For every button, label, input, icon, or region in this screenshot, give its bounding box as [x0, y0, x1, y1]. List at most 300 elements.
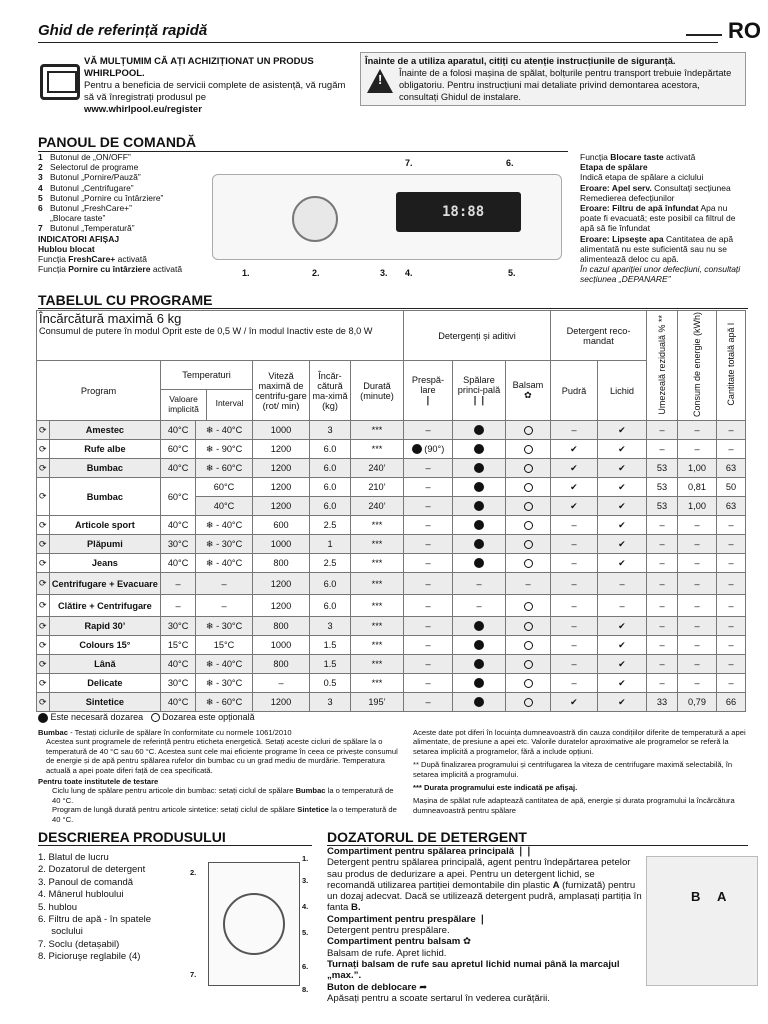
table-header-temp-default: Valoare implicită [161, 390, 207, 420]
indicators-title: INDICATORI AFIȘAJ [38, 233, 120, 244]
cell-main [453, 497, 506, 516]
panel-display [396, 192, 521, 232]
cell-liq: ✔ [598, 516, 647, 535]
control-item: 7 Butonul „Temperatură” [38, 223, 135, 234]
cell-pre: – [404, 693, 453, 712]
cell-int: ❄ - 60°C [196, 459, 253, 478]
cell-moi: – [647, 421, 678, 440]
cell-spd: – [253, 674, 310, 693]
empty-dot-icon [524, 521, 533, 530]
cell-main [453, 421, 506, 440]
cell-soft [506, 636, 551, 655]
temp-default: 60°C [161, 440, 196, 459]
cell-moi: 53 [647, 478, 678, 497]
machine-label-2: 2. [190, 868, 197, 877]
cell-moi: 33 [647, 693, 678, 712]
temp-default: 30°C [161, 535, 196, 554]
cell-load: 6.0 [310, 497, 351, 516]
cell-spd: 1000 [253, 636, 310, 655]
cell-load: 6.0 [310, 459, 351, 478]
cell-moi: – [647, 440, 678, 459]
cell-moi: 53 [647, 497, 678, 516]
cell-spd: 600 [253, 516, 310, 535]
empty-dot-icon [524, 602, 533, 611]
cell-main [453, 459, 506, 478]
dispenser-text: Compartiment pentru spălarea principală ❘❘ Detergent pentru spălarea principală, agent pentru îndepărtarea petelor sau produs de dedurizare a apei. Pentru un detergent lichid, se recomandă utilizarea partiției demontabile din plastic A (furnizată) pentru un dozaj adecvat. Dacă se utilizează detergent pudră, amplasați partiția în fanta B. Compartiment pentru prespălare ❘ Detergent pentru prespălare. Compartiment pentru balsam ✿ Balsam de rufe. Apret lichid. Turnați balsam de rufe sau apretul lichid numai până la marcajul „max.”. Buton de deblocare ➦ Apăsați pentru a scoate sertarul în vederea curățării. [327, 846, 642, 1004]
section-rule [38, 845, 312, 846]
cell-dur: *** [351, 655, 404, 674]
empty-dot-icon [524, 540, 533, 549]
indicator-delay: Funcția Pornire cu întârziere activată [38, 264, 183, 275]
table-header-temp: Temperaturi [161, 361, 252, 390]
cell-main [453, 617, 506, 636]
header-rule [38, 42, 718, 43]
filled-dot-icon [474, 482, 484, 492]
filled-dot-icon [474, 640, 484, 650]
cell-wat: – [717, 636, 746, 655]
section-title-description: DESCRIEREA PRODUSULUI [38, 829, 226, 845]
cell-soft [506, 595, 551, 617]
cell-wat: – [717, 535, 746, 554]
machine-label-7: 7. [190, 970, 197, 979]
program-icon: ⟳ [37, 421, 50, 440]
cell-pre: – [404, 478, 453, 497]
filled-dot-icon [474, 425, 484, 435]
cell-en: – [678, 554, 717, 573]
dispenser-drawer-illustration [646, 856, 758, 986]
cell-liq: ✔ [598, 617, 647, 636]
cell-pre: – [404, 516, 453, 535]
cell-wat: 63 [717, 459, 746, 478]
control-list [38, 152, 213, 274]
table-header-liquid: Lichid [598, 361, 647, 421]
cell-soft [506, 516, 551, 535]
cell-load: 6.0 [310, 595, 351, 617]
cell-en: – [678, 655, 717, 674]
cell-load: 2.5 [310, 516, 351, 535]
cell-liq: ✔ [598, 655, 647, 674]
cell-int: ❄ - 30°C [196, 674, 253, 693]
cell-dur: *** [351, 554, 404, 573]
cell-pow: – [551, 421, 598, 440]
panel-label-1: 1. [242, 268, 250, 278]
program-name: Lână [49, 655, 160, 674]
empty-dot-icon [151, 713, 160, 722]
filled-dot-icon [474, 463, 484, 473]
program-icon: ⟳ [37, 573, 50, 595]
cell-soft [506, 617, 551, 636]
table-legend: Este necesară dozarea Dozarea este opțională [38, 712, 255, 723]
filled-dot-icon [474, 621, 484, 631]
cell-en: – [678, 595, 717, 617]
cell-wat: – [717, 617, 746, 636]
cell-liq: – [598, 595, 647, 617]
cell-int: 60°C [196, 478, 253, 497]
cell-liq: – [598, 573, 647, 595]
empty-dot-icon [524, 698, 533, 707]
machine-label-6: 6. [302, 962, 309, 971]
cell-liq: ✔ [598, 421, 647, 440]
cell-en: 1,00 [678, 497, 717, 516]
cell-pow: ✔ [551, 497, 598, 516]
cell-dur: *** [351, 573, 404, 595]
cell-dur: *** [351, 674, 404, 693]
cell-load: 6.0 [310, 478, 351, 497]
section-title-panel: PANOUL DE COMANDĂ [38, 134, 197, 150]
table-row [37, 573, 746, 595]
program-name: Rufe albe [49, 440, 160, 459]
cell-load: 2.5 [310, 554, 351, 573]
cell-wat: – [717, 421, 746, 440]
drawer-label-b: B [691, 889, 701, 904]
cell-moi: – [647, 655, 678, 674]
temp-default: – [161, 573, 196, 595]
table-row [37, 459, 746, 478]
cell-dur: *** [351, 617, 404, 636]
cell-main [453, 440, 506, 459]
control-item: 3 Butonul „Pornire/Pauză” [38, 172, 141, 183]
table-row [37, 595, 746, 617]
table-row [37, 655, 746, 674]
cell-main [453, 674, 506, 693]
cell-liq: ✔ [598, 497, 647, 516]
cell-load: 6.0 [310, 573, 351, 595]
cell-pre: – [404, 497, 453, 516]
cell-soft [506, 535, 551, 554]
table-header-softener: Balsam ✿ [506, 361, 551, 421]
cell-wat: – [717, 655, 746, 674]
cell-main [453, 655, 506, 674]
cell-dur: *** [351, 595, 404, 617]
cell-liq: ✔ [598, 693, 647, 712]
program-name: Jeans [49, 554, 160, 573]
cell-int: – [196, 573, 253, 595]
control-item: 2 Selectorul de programe [38, 162, 139, 173]
machine-label-4: 4. [302, 902, 309, 911]
cell-int: ❄ - 40°C [196, 655, 253, 674]
temp-default: – [161, 595, 196, 617]
table-header-temp-interval: Interval [215, 398, 244, 408]
cell-pre: – [404, 554, 453, 573]
empty-dot-icon [524, 660, 533, 669]
table-header-load: Încărcătură maximă 6 kg Consumul de putere în modul Oprit este de 0,5 W / în modul Inactiv este de 8,0 W [37, 311, 404, 361]
cell-en: – [678, 617, 717, 636]
program-icon: ⟳ [37, 535, 50, 554]
cell-main [453, 535, 506, 554]
cell-wat: – [717, 674, 746, 693]
cell-int: ❄ - 40°C [196, 554, 253, 573]
cell-soft [506, 655, 551, 674]
cell-moi: – [647, 554, 678, 573]
cell-pow: – [551, 595, 598, 617]
cell-load: 3 [310, 617, 351, 636]
cell-moi: – [647, 535, 678, 554]
empty-dot-icon [524, 679, 533, 688]
cell-pre: – [404, 595, 453, 617]
cell-load: 1.5 [310, 655, 351, 674]
filled-dot-icon [474, 539, 484, 549]
cell-liq: ✔ [598, 674, 647, 693]
cell-spd: 1200 [253, 459, 310, 478]
cell-dur: *** [351, 421, 404, 440]
program-name: Delicate [49, 674, 160, 693]
cell-dur: 240’ [351, 459, 404, 478]
cell-spd: 1200 [253, 595, 310, 617]
cell-int: ❄ - 40°C [196, 516, 253, 535]
table-header-duration: Durată (minute) [351, 361, 404, 421]
cell-pow: ✔ [551, 693, 598, 712]
table-header-prewash: Prespă-lare ❘ [404, 361, 453, 421]
cell-dur: *** [351, 636, 404, 655]
panel-label-5: 5. [508, 268, 516, 278]
cell-liq: ✔ [598, 459, 647, 478]
cell-main [453, 693, 506, 712]
cell-pow: ✔ [551, 478, 598, 497]
panel-label-2: 2. [312, 268, 320, 278]
cell-moi: – [647, 674, 678, 693]
table-header-powder: Pudră [551, 361, 598, 421]
program-name: Articole sport [49, 516, 160, 535]
table-row [37, 421, 746, 440]
cell-en: – [678, 535, 717, 554]
control-item: 5 Butonul „Pornire cu întârziere” [38, 192, 164, 203]
cell-en: – [678, 421, 717, 440]
program-name: Amestec [49, 421, 160, 440]
cell-main: – [453, 573, 506, 595]
program-icon: ⟳ [37, 617, 50, 636]
cell-int: ❄ - 40°C [196, 421, 253, 440]
cell-main [453, 478, 506, 497]
cell-pre: – [404, 573, 453, 595]
cell-soft [506, 693, 551, 712]
cell-moi: 53 [647, 459, 678, 478]
washing-machine-illustration [208, 862, 300, 986]
table-row [37, 535, 746, 554]
cell-en: – [678, 674, 717, 693]
notes-right: Aceste date pot diferi în locuința dumneavoastră din cauza condițiilor diferite de temperatură a apei alimentate, de presiune a apei etc. Valorile duratelor aproximative ale programelor se referă la setarea implicită a programelor, fără a include opțiuni. ** După finalizarea programului și centrifugarea la viteza de centrifugare maximă selectabilă, în setarea implicită a programului. *** Durata programului este indicată pe afișaj. Mașina de spălat rufe adaptează cantitatea de apă, energie și durata programului la încărcătura dumneavoastră pentru spălare [413, 728, 746, 815]
cell-moi: – [647, 595, 678, 617]
cell-dur: 210’ [351, 478, 404, 497]
table-row [37, 516, 746, 535]
warning-icon [367, 69, 393, 93]
program-icon: ⟳ [37, 636, 50, 655]
temp-default: 40°C [161, 516, 196, 535]
table-header-moisture: Umezeală reziduală % ** [657, 314, 667, 415]
cell-wat: 50 [717, 478, 746, 497]
display-digits: 18:88 [442, 204, 485, 220]
control-item: 6 Butonul „FreshCare+” [38, 203, 132, 214]
cell-dur: *** [351, 440, 404, 459]
cell-pow: – [551, 636, 598, 655]
cell-liq: ✔ [598, 636, 647, 655]
cell-int: ❄ - 60°C [196, 693, 253, 712]
cell-dur: *** [351, 516, 404, 535]
cell-liq: ✔ [598, 535, 647, 554]
control-item: 1 Butonul de „ON/OFF” [38, 152, 131, 162]
cell-spd: 1200 [253, 478, 310, 497]
cell-soft [506, 421, 551, 440]
cell-moi: – [647, 516, 678, 535]
cell-en: – [678, 636, 717, 655]
table-header-mainwash: Spălare princi-pală ❘❘ [453, 361, 506, 421]
cell-moi: – [647, 617, 678, 636]
cell-en: 0,81 [678, 478, 717, 497]
control-item: 4 Butonul „Centrifugare” [38, 182, 134, 193]
cell-dur: 240’ [351, 497, 404, 516]
machine-label-1: 1. [302, 854, 309, 863]
program-name: Clătire + Centrifugare [49, 595, 160, 617]
table-row [37, 478, 746, 497]
cell-wat: 66 [717, 693, 746, 712]
program-icon: ⟳ [37, 440, 50, 459]
program-icon: ⟳ [37, 478, 50, 516]
temp-default: 40°C [161, 554, 196, 573]
cell-wat: – [717, 595, 746, 617]
filled-dot-icon [38, 713, 48, 723]
cell-spd: 800 [253, 655, 310, 674]
drawer-label-a: A [717, 889, 727, 904]
empty-dot-icon [524, 641, 533, 650]
cell-en: 0,79 [678, 693, 717, 712]
indicator-freshcare: Funcția FreshCare+ activată [38, 254, 147, 265]
temp-default: 40°C [161, 693, 196, 712]
thanks-block [84, 56, 349, 116]
cell-pow: – [551, 535, 598, 554]
cell-soft [506, 478, 551, 497]
cell-en: – [678, 573, 717, 595]
monitor-icon [40, 64, 80, 100]
temp-default: 30°C [161, 674, 196, 693]
language-code: RO [728, 18, 768, 48]
cell-pow: – [551, 573, 598, 595]
cell-soft [506, 554, 551, 573]
filled-dot-icon [474, 501, 484, 511]
cell-pre: – [404, 636, 453, 655]
cell-pre: – [404, 421, 453, 440]
program-icon: ⟳ [37, 554, 50, 573]
panel-label-4: 4. [405, 268, 413, 278]
cell-pow: – [551, 674, 598, 693]
table-header-program: Program [37, 361, 161, 421]
cell-spd: 1000 [253, 421, 310, 440]
safety-body: Înainte de a folosi mașina de spălat, bolțurile pentru transport trebuie îndepărtate obligatoriu. Pentru instrucțiuni mai detaliate privind demontarea acestora, consultați Ghidul de instalare. [399, 68, 732, 102]
cell-liq: ✔ [598, 440, 647, 459]
table-header-recommended: Detergent reco-mandat [551, 311, 647, 361]
cell-main [453, 636, 506, 655]
panel-label-3: 3. [380, 268, 388, 278]
table-header-detergents: Detergenți și aditivi [404, 311, 551, 361]
filled-dot-icon [474, 444, 484, 454]
cell-int: ❄ - 90°C [196, 440, 253, 459]
temp-default: 40°C [161, 459, 196, 478]
empty-dot-icon [524, 622, 533, 631]
cell-main [453, 554, 506, 573]
empty-dot-icon [524, 445, 533, 454]
program-name: Colours 15° [49, 636, 160, 655]
cell-pre: – [404, 535, 453, 554]
table-row [37, 617, 746, 636]
cell-wat: – [717, 554, 746, 573]
filled-dot-icon [474, 697, 484, 707]
register-link[interactable]: www.whirlpool.eu/register [84, 104, 202, 115]
cell-load: 1 [310, 535, 351, 554]
safety-title: Înainte de a utiliza aparatul, citiți cu atenție instrucțiunile de siguranță. [365, 56, 676, 66]
cell-pre: – [404, 617, 453, 636]
cell-spd: 1200 [253, 693, 310, 712]
cell-spd: 1000 [253, 535, 310, 554]
cell-dur: *** [351, 535, 404, 554]
cell-en: – [678, 516, 717, 535]
filled-dot-icon [474, 678, 484, 688]
temp-default: 30°C [161, 617, 196, 636]
page-title: Ghid de referință rapidă [38, 22, 208, 39]
cell-dur: 195’ [351, 693, 404, 712]
program-icon: ⟳ [37, 459, 50, 478]
cell-soft [506, 440, 551, 459]
temp-default: 40°C [161, 421, 196, 440]
filled-dot-icon [412, 444, 422, 454]
cell-liq: ✔ [598, 554, 647, 573]
description-list: 1. Blatul de lucru 2. Dozatorul de detergent 3. Panoul de comandă 4. Mânerul hubloului 5. hublou 6. Filtru de apă - în spatele soclului 7. Soclu (detașabil) 8. Picioruşe reglabile (4) [38, 852, 152, 963]
cell-load: 3 [310, 421, 351, 440]
program-name: Sintetice [49, 693, 160, 712]
cell-pow: ✔ [551, 440, 598, 459]
temp-default: 60°C [161, 478, 196, 516]
program-icon: ⟳ [37, 674, 50, 693]
cell-soft: – [506, 573, 551, 595]
panel-label-6: 6. [506, 158, 514, 168]
table-header-water: Cantitate totală apă l [726, 323, 736, 406]
cell-load: 6.0 [310, 440, 351, 459]
table-header-speed: Viteză maximă de centrifu-gare (rot/ min) [253, 361, 310, 421]
program-icon: ⟳ [37, 693, 50, 712]
cell-pre: – [404, 655, 453, 674]
cell-wat: – [717, 516, 746, 535]
cell-spd: 1200 [253, 497, 310, 516]
empty-dot-icon [524, 483, 533, 492]
program-icon: ⟳ [37, 655, 50, 674]
filled-dot-icon [474, 520, 484, 530]
indicator-door: Hublou blocat [38, 243, 95, 254]
cell-pow: – [551, 516, 598, 535]
cell-pow: ✔ [551, 459, 598, 478]
thanks-headline: VĂ MULȚUMIM CĂ AȚI ACHIZIȚIONAT UN PRODUS WHIRLPOOL. [84, 56, 314, 79]
cell-int: 15°C [196, 636, 253, 655]
program-icon: ⟳ [37, 516, 50, 535]
machine-label-8: 8. [302, 985, 309, 994]
program-name: Centrifugare + Evacuare [49, 573, 160, 595]
cell-load: 0.5 [310, 674, 351, 693]
cell-pow: – [551, 655, 598, 674]
cell-moi: – [647, 573, 678, 595]
table-row [37, 636, 746, 655]
cell-pre: – [404, 459, 453, 478]
cell-pre: (90°) [404, 440, 453, 459]
cell-spd: 1200 [253, 573, 310, 595]
cell-liq: ✔ [598, 478, 647, 497]
machine-label-3: 3. [302, 876, 309, 885]
filled-dot-icon [474, 659, 484, 669]
table-row [37, 674, 746, 693]
program-name: Bumbac [49, 478, 160, 516]
cell-wat: – [717, 573, 746, 595]
cell-pre: – [404, 674, 453, 693]
machine-label-5: 5. [302, 928, 309, 937]
table-row [37, 440, 746, 459]
cell-int: 40°C [196, 497, 253, 516]
program-name: Plăpumi [49, 535, 160, 554]
program-icon: ⟳ [37, 595, 50, 617]
